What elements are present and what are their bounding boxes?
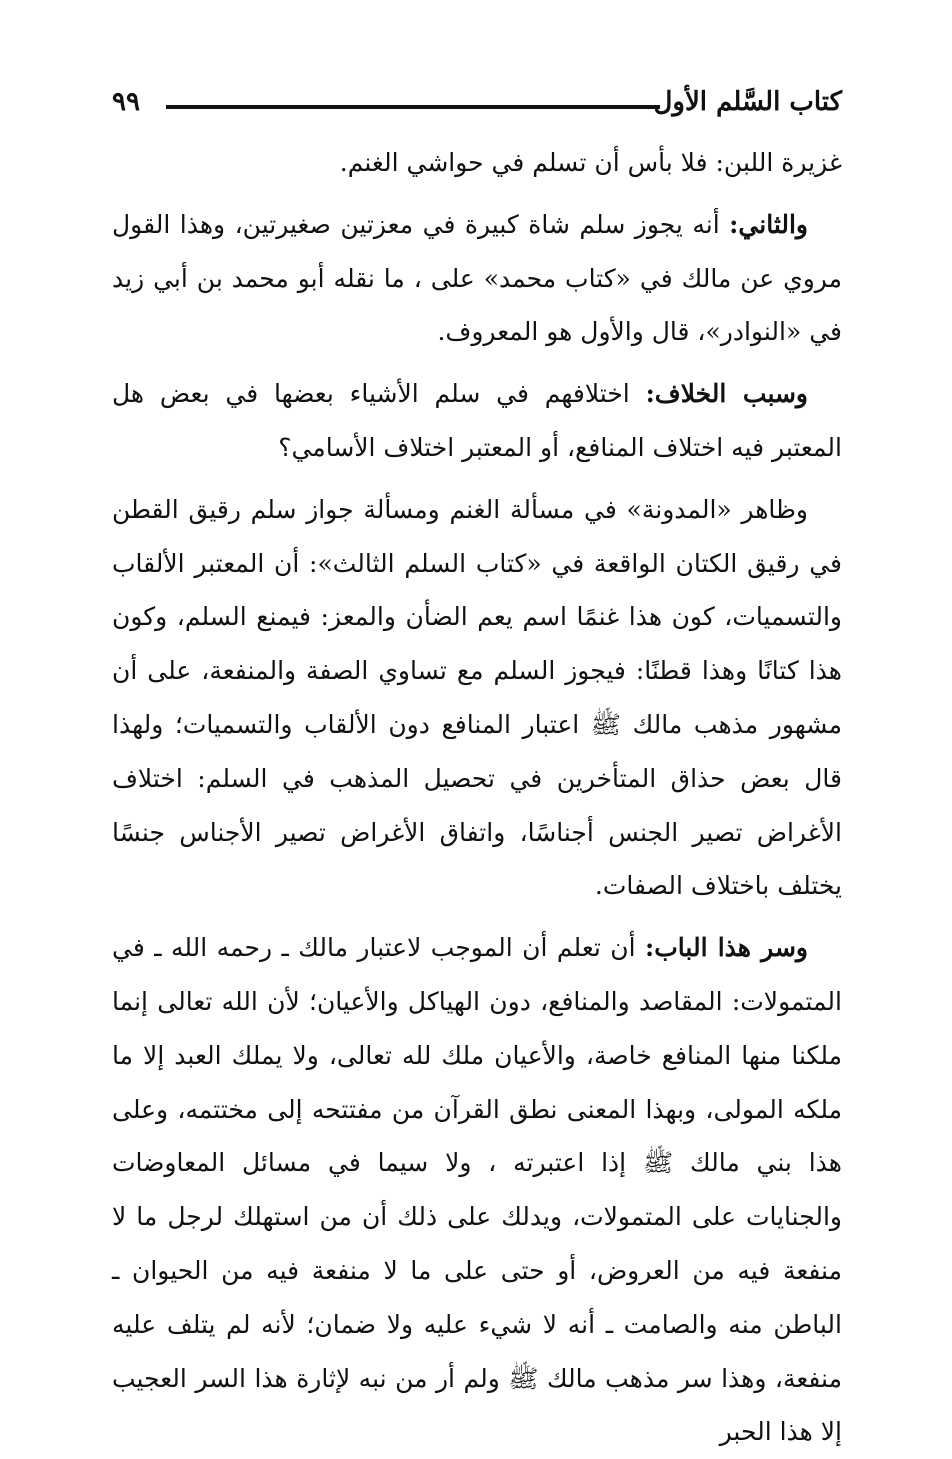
paragraph-2-lead: والثاني: [729,209,808,239]
body-text [112,136,842,1459]
paragraph-4-text: وظاهر «المدونة» في مسألة الغنم ومسألة جواز سلم رقيق القطن في رقيق الكتان الواقعة في «كتاب السلم الثالث»: أن المعتبر الألقاب والتسميات، كون هذا غنمًا اسم يعم الضأن والمعز: فيمنع السلم، وكون هذا كتانًا وهذا قطنًا: فيجوز السلم مع تساوي الصفة والمنفعة، على أن مشهور مذهب مالك ﷺ اعتبار المنافع دون الألقاب والتسميات؛ ولهذا قال بعض حذاق المتأخرين في تحصيل المذهب في السلم: اختلاف الأغراض تصير الجنس أجناسًا، واتفاق الأغراض تصير الأجناس جنسًا يختلف باختلاف الصفات. [112,494,842,901]
paragraph-5-lead: وسر هذا الباب: [645,933,808,963]
paragraph-1-text: غزيرة اللبن: فلا بأس أن تسلم في حواشي الغنم. [339,148,842,177]
paragraph-2-text: أنه يجوز سلم شاة كبيرة في معزتين صغيرتين، وهذا القول مروي عن مالك في «كتاب محمد» على ، ما نقله أبو محمد بن أبي زيد في «النوادر»، قال والأول هو المعروف. [112,209,842,347]
paragraph-5 [112,921,842,1459]
paragraph-5-text: أن تعلم أن الموجب لاعتبار مالك ـ رحمه الله ـ في المتمولات: المقاصد والمنافع، دون الهياكل والأعيان؛ لأن الله تعالى إنما ملكنا منها المنافع خاصة، والأعيان ملك لله تعالى، ولا يملك العبد إلا ما ملكه المولى، وبهذا المعنى نطق القرآن من مفتتحه إلى مختتمه، وعلى هذا بني مالك ﷺ إذا اعتبرته ، ولا سيما في مسائل المعاوضات والجنايات على المتمولات، ويدلك على ذلك أن من استهلك لرجل ما لا منفعة فيه من العروض، أو حتى على ما لا منفعة فيه من الحيوان ـ الباطن منه والصامت ـ أنه لا شيء عليه ولا ضمان؛ لأنه لم يتلف عليه منفعة، وهذا سر مذهب مالك ﷺ ولم أر من نبه لإثارة هذا السر العجيب إلا هذا الحبر [112,933,842,1447]
header-rule [166,105,660,109]
page-header [112,84,842,124]
paragraph-3 [112,367,842,475]
paragraph-3-text: اختلافهم في سلم الأشياء بعضها في بعض هل المعتبر فيه اختلاف المنافع، أو المعتبر اختلاف الأسامي؟ [112,379,842,462]
page-number: ٩٩ [112,87,140,117]
paragraph-3-lead: وسبب الخلاف: [645,379,809,409]
paragraph-4 [112,483,842,913]
paragraph-2 [112,198,842,359]
paragraph-1 [112,136,842,190]
running-title: كتاب السَّلم الأول [653,87,842,117]
